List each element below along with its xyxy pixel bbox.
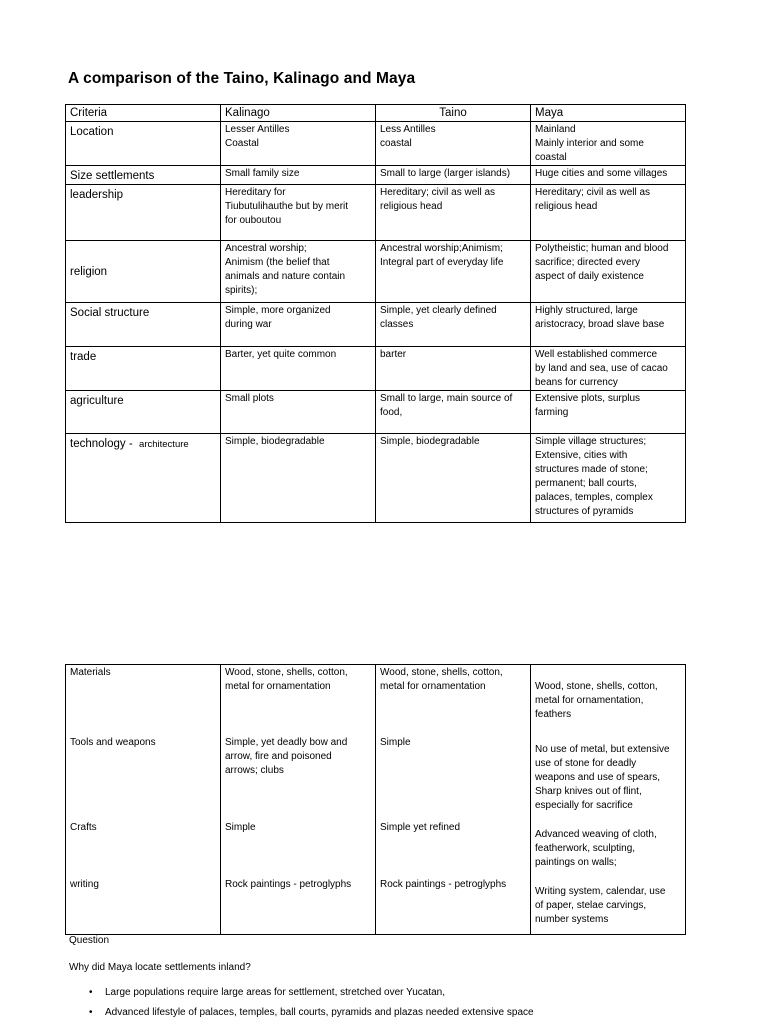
cell-taino: Small to large, main source of food, [376, 391, 531, 434]
cell-kalinago: Barter, yet quite common [221, 347, 376, 391]
answer-text: Large populations require large areas for settlement, stretched over Yucatan, [105, 987, 446, 998]
cell-taino: Simple [376, 735, 531, 820]
cell-kalinago: Hereditary for Tiubutulihauthe but by merit for ouboutou [221, 185, 376, 241]
criteria-sub-architecture: architecture [139, 439, 189, 450]
table-row [66, 241, 686, 303]
document-title: A comparison of the Taino, Kalinago and Maya [68, 70, 416, 87]
cell-maya: Wood, stone, shells, cotton, metal for ornamentation, feathers [531, 665, 686, 735]
cell-taino: Less Antilles coastal [376, 122, 531, 166]
row-criteria: Crafts [66, 820, 221, 877]
table-row [66, 185, 686, 241]
cell-maya: Advanced weaving of cloth, featherwork, sculpting, paintings on walls; [531, 820, 686, 877]
table-row [66, 820, 686, 877]
row-criteria: trade [66, 347, 221, 391]
cell-maya: Writing system, calendar, use of paper, stelae carvings, number systems [531, 877, 686, 935]
table-row [66, 877, 686, 935]
header-maya: Maya [531, 105, 686, 122]
row-criteria: agriculture [66, 391, 221, 434]
cell-maya: Polytheistic; human and blood sacrifice; directed every aspect of daily existence [531, 241, 686, 303]
cell-maya: Well established commerce by land and sea, use of cacao beans for currency [531, 347, 686, 391]
table-row [66, 391, 686, 434]
cell-taino: barter [376, 347, 531, 391]
row-criteria: Tools and weapons [66, 735, 221, 820]
table-row [66, 122, 686, 166]
answer-text: Advanced lifestyle of palaces, temples, ball courts, pyramids and plazas needed extensive space [105, 1007, 534, 1018]
header-taino: Taino [376, 105, 531, 122]
bullet-icon: • [89, 1007, 93, 1018]
row-criteria: writing [66, 877, 221, 935]
row-criteria: Social structure [66, 303, 221, 347]
list-item [69, 983, 534, 1003]
cell-taino: Simple yet refined [376, 820, 531, 877]
cell-kalinago: Simple, yet deadly bow and arrow, fire and poisoned arrows; clubs [221, 735, 376, 820]
question-text: Why did Maya locate settlements inland? [69, 962, 251, 973]
comparison-table [65, 104, 686, 523]
cell-maya: Extensive plots, surplus farming [531, 391, 686, 434]
cell-maya: No use of metal, but extensive use of stone for deadly weapons and use of spears, Sharp knives out of flint, especially for sacrifice [531, 735, 686, 820]
cell-maya: Simple village structures; Extensive, cities with structures made of stone; permanent; ball courts, palaces, temples, complex structures of pyramids [531, 434, 686, 523]
table-row [66, 434, 686, 523]
row-criteria [66, 434, 221, 523]
cell-taino: Ancestral worship;Animism; Integral part of everyday life [376, 241, 531, 303]
cell-kalinago: Small family size [221, 166, 376, 185]
question-label: Question [69, 935, 110, 946]
cell-kalinago: Simple, more organized during war [221, 303, 376, 347]
comparison-table-continued [65, 664, 686, 935]
header-kalinago: Kalinago [221, 105, 376, 122]
table-header-row [66, 105, 686, 122]
cell-kalinago: Wood, stone, shells, cotton, metal for ornamentation [221, 665, 376, 735]
cell-taino: Rock paintings - petroglyphs [376, 877, 531, 935]
row-criteria: leadership [66, 185, 221, 241]
header-criteria: Criteria [66, 105, 221, 122]
cell-kalinago: Simple [221, 820, 376, 877]
bullet-icon: • [89, 987, 93, 998]
cell-maya: Huge cities and some villages [531, 166, 686, 185]
row-criteria: Location [66, 122, 221, 166]
table-row [66, 166, 686, 185]
row-criteria: religion [66, 241, 221, 303]
table-row [66, 735, 686, 820]
table-row [66, 303, 686, 347]
cell-taino: Simple, biodegradable [376, 434, 531, 523]
cell-kalinago: Simple, biodegradable [221, 434, 376, 523]
list-item [69, 1003, 534, 1023]
cell-maya: Hereditary; civil as well as religious head [531, 185, 686, 241]
cell-kalinago: Lesser Antilles Coastal [221, 122, 376, 166]
cell-kalinago: Rock paintings - petroglyphs [221, 877, 376, 935]
cell-kalinago: Ancestral worship; Animism (the belief that animals and nature contain spirits); [221, 241, 376, 303]
cell-taino: Hereditary; civil as well as religious head [376, 185, 531, 241]
criteria-technology: technology - [70, 438, 133, 450]
cell-taino: Simple, yet clearly defined classes [376, 303, 531, 347]
cell-taino: Wood, stone, shells, cotton, metal for ornamentation [376, 665, 531, 735]
cell-taino: Small to large (larger islands) [376, 166, 531, 185]
cell-kalinago: Small plots [221, 391, 376, 434]
table-row [66, 347, 686, 391]
cell-maya: Mainland Mainly interior and some coastal [531, 122, 686, 166]
cell-maya: Highly structured, large aristocracy, broad slave base [531, 303, 686, 347]
row-criteria: Size settlements [66, 166, 221, 185]
answer-list [69, 983, 534, 1023]
row-criteria: Materials [66, 665, 221, 735]
table-row [66, 665, 686, 735]
